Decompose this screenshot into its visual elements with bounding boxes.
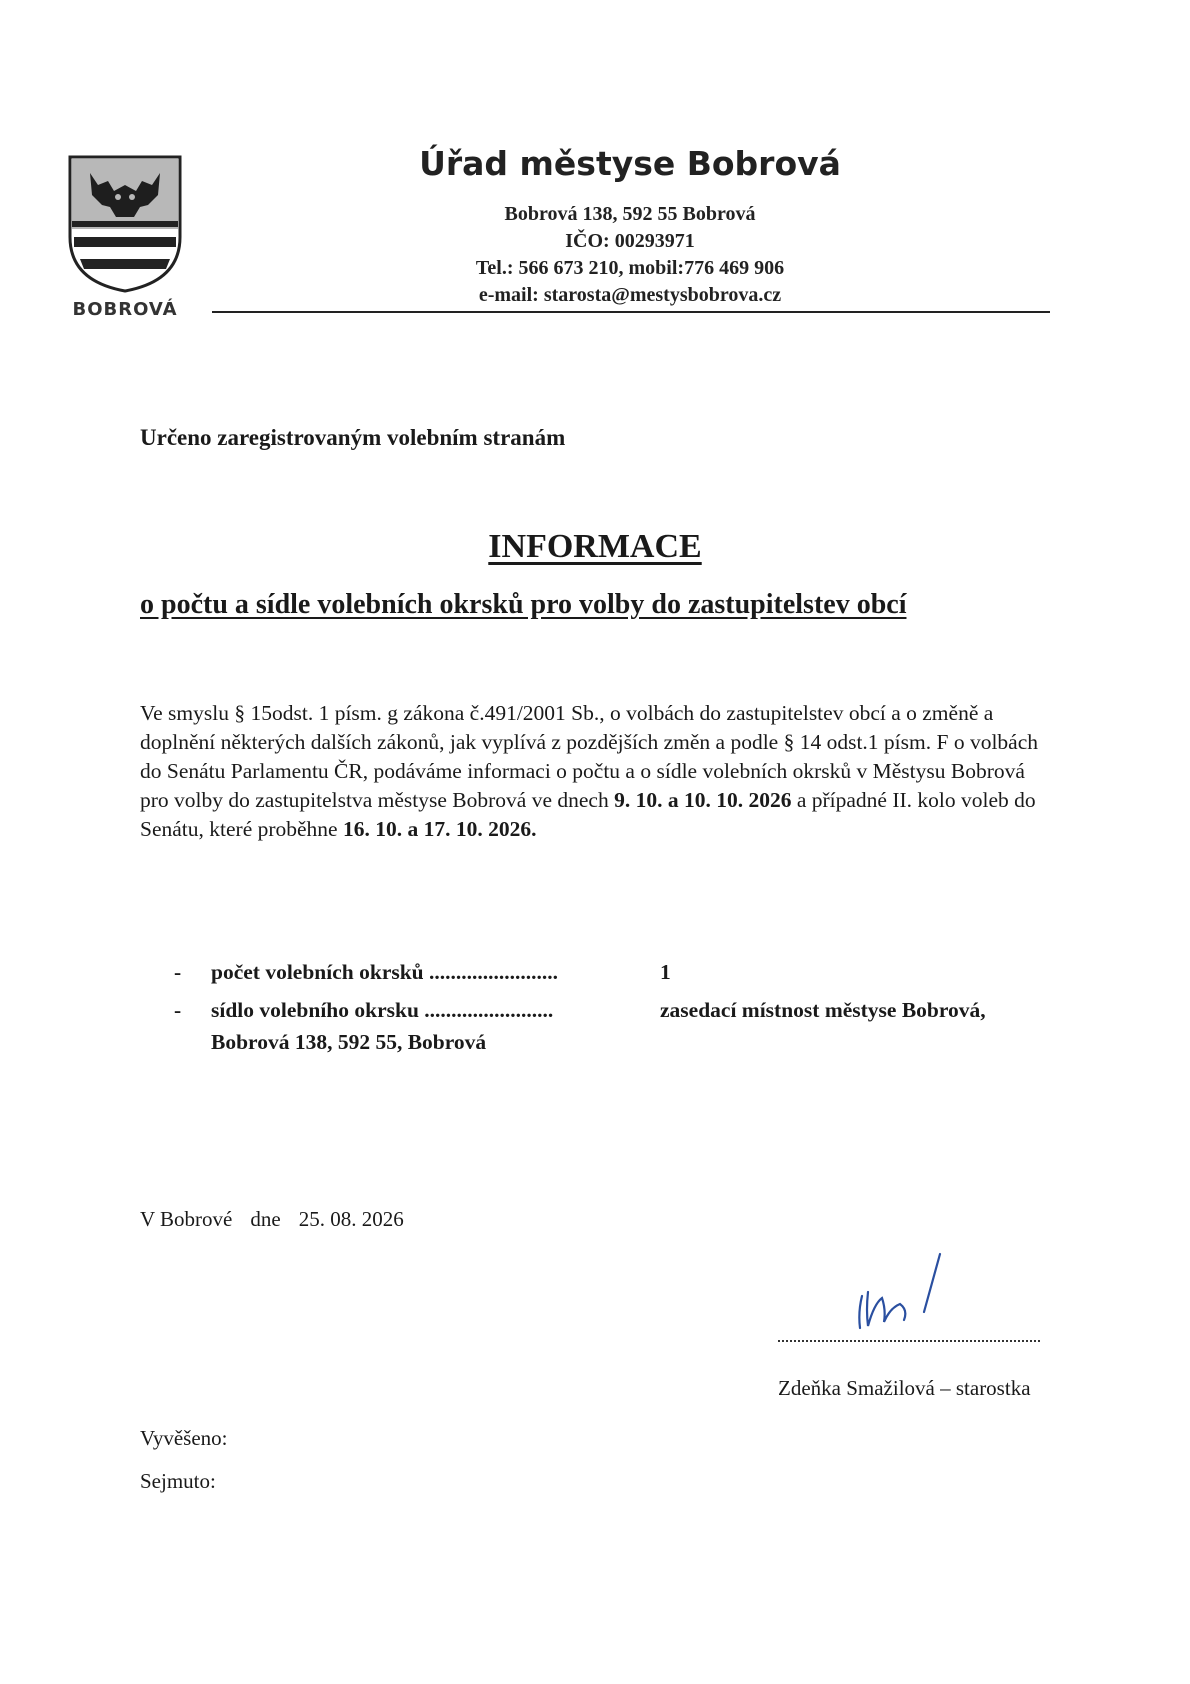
list-bullet: - xyxy=(174,960,182,984)
removed-label: Sejmuto: xyxy=(140,1469,216,1493)
date-word: dne xyxy=(250,1207,281,1231)
runoff-dates: 16. 10. a 17. 10. 2026. xyxy=(342,817,537,841)
signature-line xyxy=(778,1340,1040,1342)
body-text-part1: Ve smyslu § 15odst. 1 písm. g zákona č.491/2001 Sb., o volbách do zastupitelstev obcí a o změně a doplnění některých dalších zákonů, jak vyplívá z pozdějších změn a podle § 14 odst.1 písm. F o volbách do Senátu Parlamentu ČR, podáváme informaci o počtu a o sídle volebních okrsků v Městysu Bobrová pro volby do zastupitelstva městyse Bobrová ve dnech xyxy=(140,701,1039,812)
district-seat-address: Bobrová 138, 592 55, Bobrová xyxy=(211,1030,487,1054)
handwritten-signature xyxy=(848,1248,958,1338)
municipal-crest xyxy=(68,155,182,320)
district-count-label: počet volebních okrsků ........................ xyxy=(211,960,559,984)
crest-label: BOBROVÁ xyxy=(72,299,178,320)
posted-label: Vyvěšeno: xyxy=(140,1426,228,1450)
document-heading: INFORMACE xyxy=(488,528,702,565)
body-paragraph xyxy=(140,699,1040,844)
district-seat-label: sídlo volebního okrsku ........................ xyxy=(211,998,554,1022)
office-phone: Tel.: 566 673 210, mobil:776 469 906 xyxy=(475,257,785,279)
crest-shield-icon xyxy=(68,155,182,295)
recipient-line: Určeno zaregistrovaným volebním stranám xyxy=(140,425,566,450)
issue-date: 25. 08. 2026 xyxy=(298,1207,404,1231)
body-text-part2: a případné II. kolo voleb do Senátu, které proběhne xyxy=(140,788,1036,841)
list-bullet: - xyxy=(174,998,182,1022)
office-email: e-mail: starosta@mestysbobrova.cz xyxy=(478,284,782,306)
place: V Bobrové xyxy=(140,1207,233,1231)
place-and-date xyxy=(140,1207,404,1232)
office-address: Bobrová 138, 592 55 Bobrová xyxy=(504,203,756,225)
signatory-name: Zdeňka Smažilová – starostka xyxy=(778,1376,1031,1400)
district-count-value: 1 xyxy=(660,960,671,984)
document-subheading: o počtu a sídle volebních okrsků pro volby do zastupitelstev obcí xyxy=(140,589,907,620)
office-ico: IČO: 00293971 xyxy=(565,230,695,252)
election-dates: 9. 10. a 10. 10. 2026 xyxy=(614,788,792,812)
office-title: Úřad městyse Bobrová xyxy=(419,144,841,183)
letterhead-divider xyxy=(212,311,1050,313)
district-seat-value: zasedací místnost městyse Bobrová, xyxy=(660,998,986,1022)
